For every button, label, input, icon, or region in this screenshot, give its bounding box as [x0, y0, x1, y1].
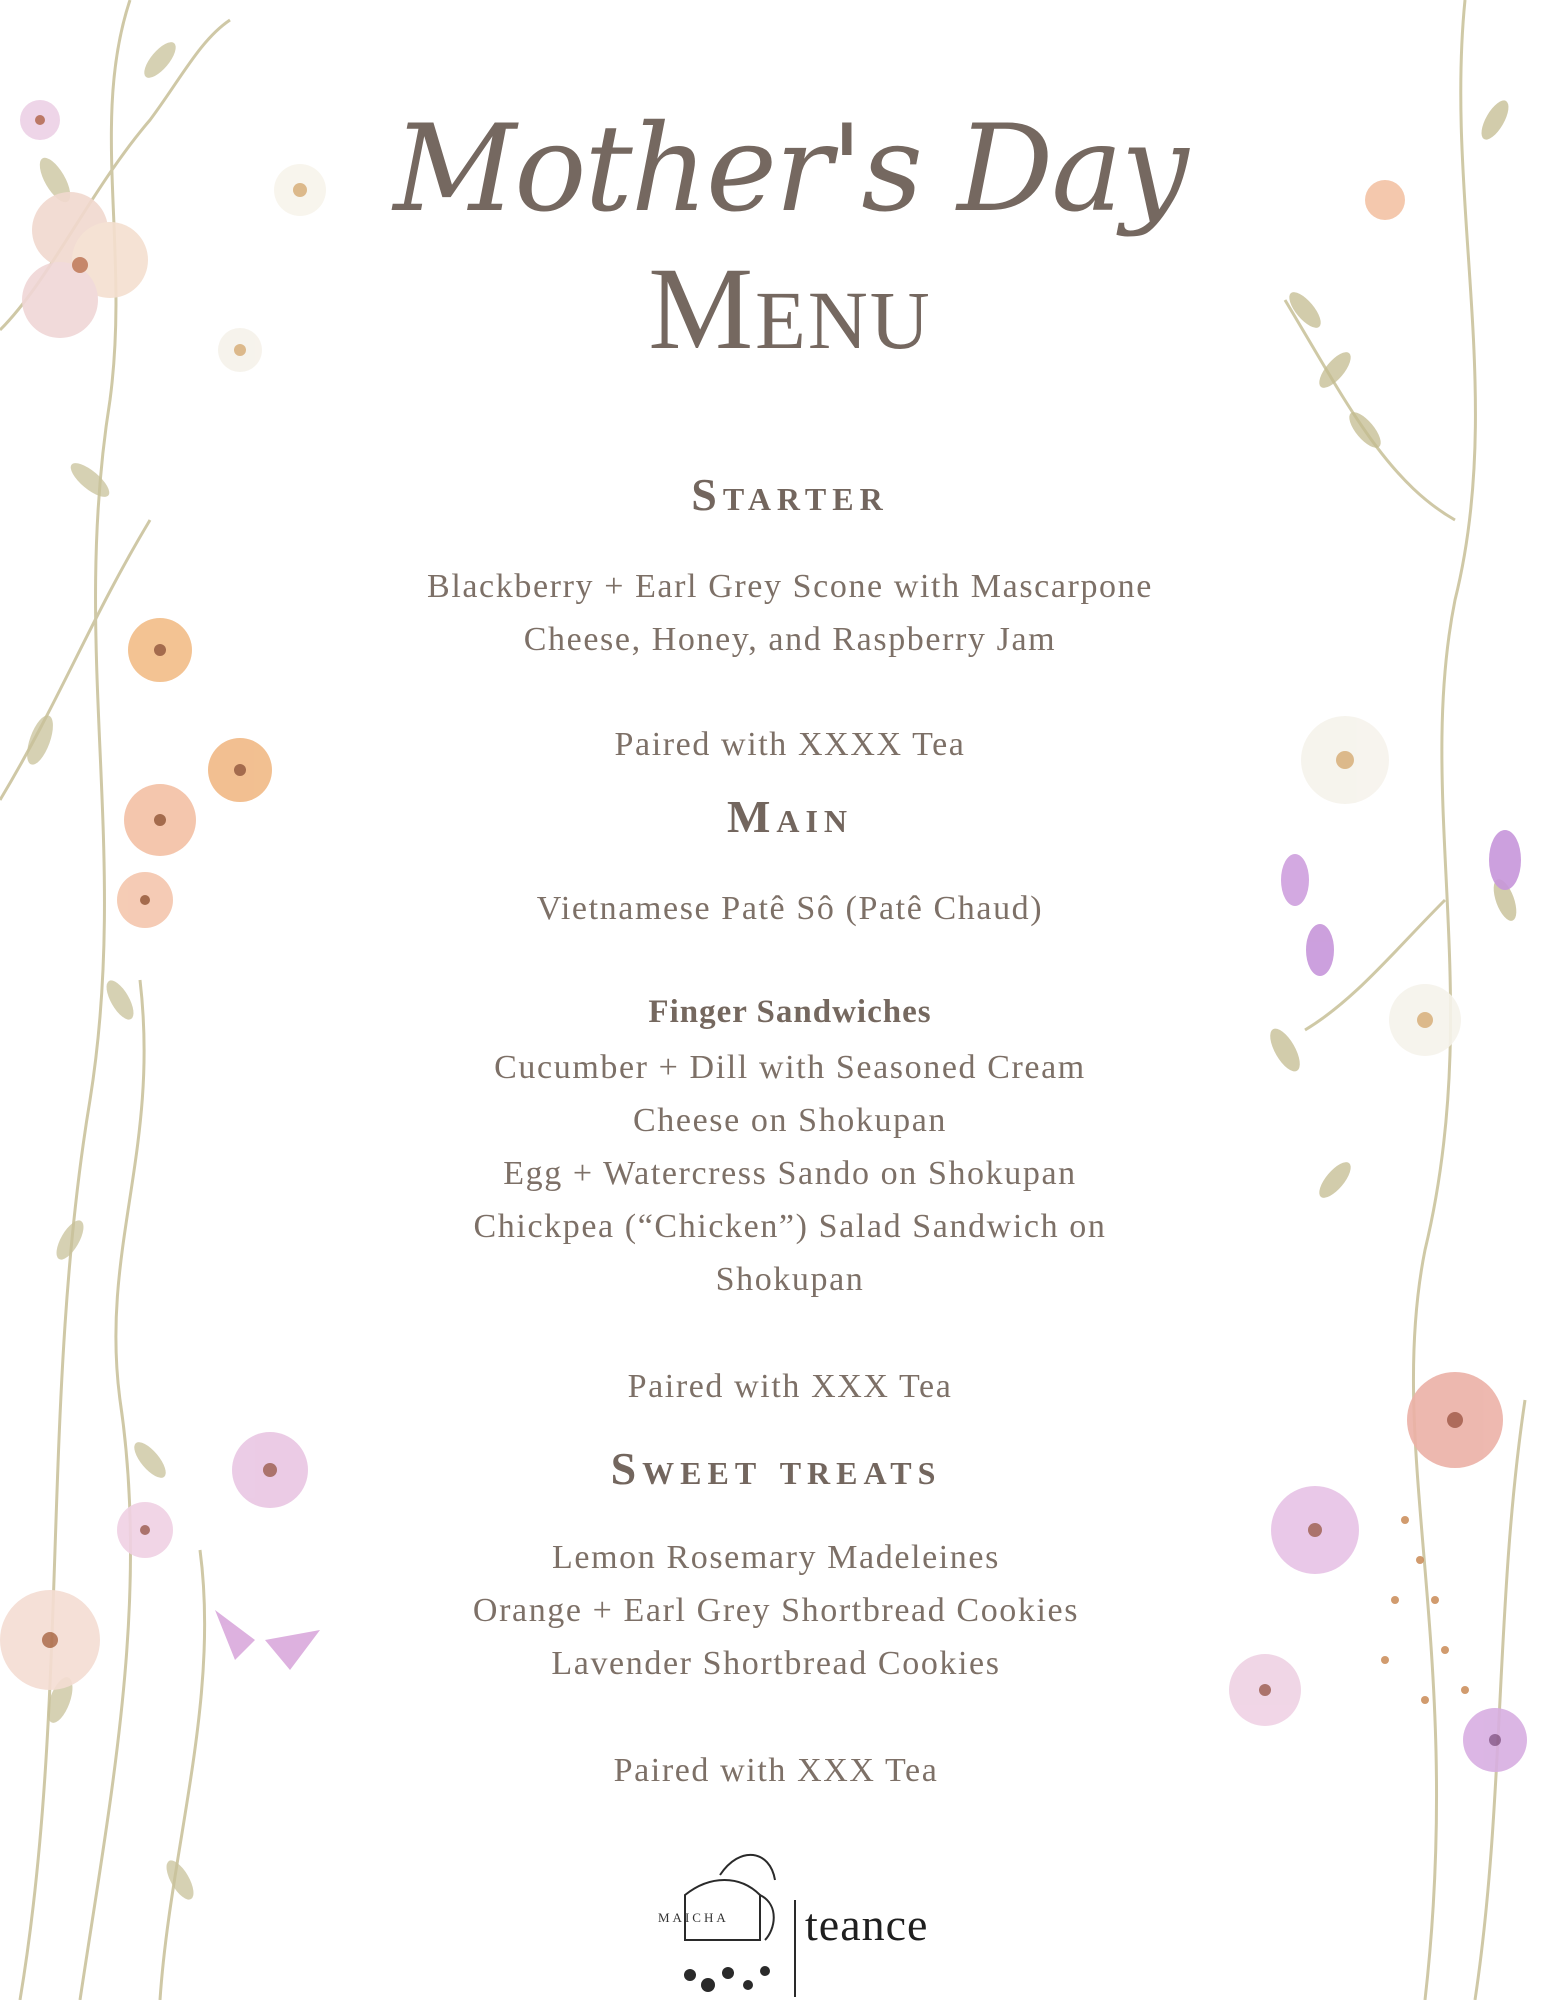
maicha-logo-text: MAICHA: [658, 1910, 729, 1925]
sweet-line-3: Lavender Shortbread Cookies: [551, 1645, 1001, 1682]
main-line-1: Cucumber + Dill with Seasoned Cream: [494, 1049, 1086, 1086]
main-line-4: Chickpea (“Chicken”) Salad Sandwich on: [473, 1208, 1107, 1245]
sweet-pairing: Paired with XXX Tea: [613, 1752, 939, 1789]
main-line-5: Shokupan: [715, 1261, 865, 1298]
right-floral-border: [1225, 0, 1545, 2000]
starter-line-1: Blackberry + Earl Grey Scone with Mascarpone: [427, 568, 1153, 605]
sweet-heading: Sweet treats: [610, 1443, 942, 1494]
menu-title: Menu: [648, 243, 932, 374]
main-pairing: Paired with XXX Tea: [627, 1368, 953, 1405]
main-line-2: Cheese on Shokupan: [633, 1102, 947, 1139]
script-title: Mother's Day: [393, 100, 1187, 239]
main-line-3: Egg + Watercress Sando on Shokupan: [503, 1155, 1077, 1192]
main-heading: Main: [726, 791, 854, 842]
starter-heading: Starter: [691, 469, 889, 520]
sweet-line-2: Orange + Earl Grey Shortbread Cookies: [472, 1592, 1080, 1629]
teance-logo: teance: [805, 1899, 929, 1950]
starter-line-2: Cheese, Honey, and Raspberry Jam: [523, 621, 1057, 658]
sweet-line-1: Lemon Rosemary Madeleines: [552, 1539, 1000, 1576]
finger-sandwiches-subheading: Finger Sandwiches: [648, 994, 932, 1030]
main-dish: Vietnamese Patê Sô (Patê Chaud): [536, 890, 1044, 927]
left-floral-border: [0, 0, 360, 2000]
starter-pairing: Paired with XXXX Tea: [614, 726, 966, 763]
